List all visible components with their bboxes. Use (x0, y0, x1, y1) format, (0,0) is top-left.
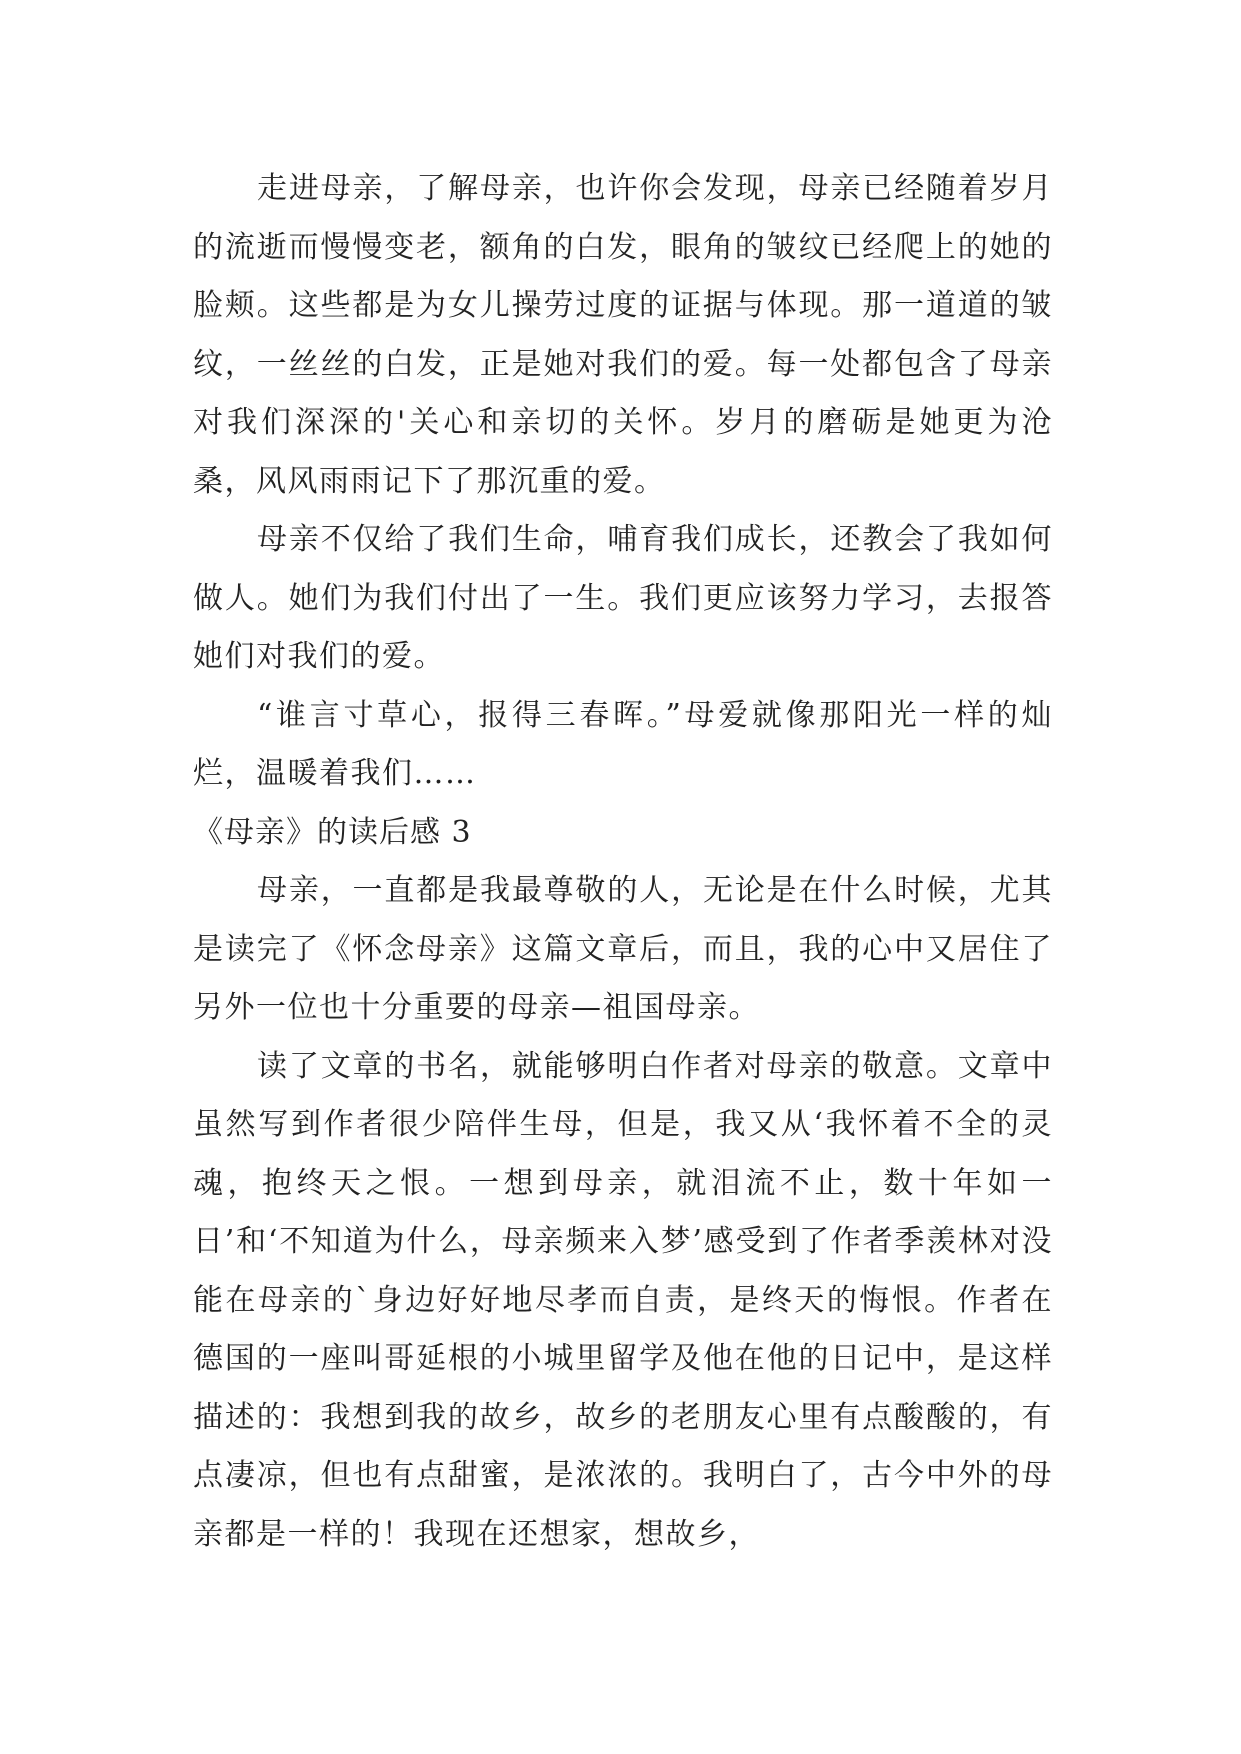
paragraph-respect: 母亲，一直都是我最尊敬的人，无论是在什么时候，尤其是读完了《怀念母亲》这篇文章后，而且，我的心中又居住了另外一位也十分重要的母亲—祖国母亲。 (193, 873, 1053, 1025)
paragraph-wrinkles: 走进母亲，了解母亲，也许你会发现，母亲已经随着岁月的流逝而慢慢变老，额角的白发，眼角的皱纹已经爬上的她的脸颊。这些都是为女儿操劳过度的证据与体现。那一道道的皱纹，一丝丝的白发，正是她对我们的爱。每一处都包含了母亲对我们深深的'关心和亲切的关怀。岁月的磨砺是她更为沧桑，风风雨雨记下了那沉重的爱。 (193, 171, 1053, 499)
paragraph-poem-quote: “谁言寸草心，报得三春晖。”母爱就像那阳光一样的灿烂，温暖着我们…… (193, 697, 1053, 791)
paragraph-reading-reflection: 读了文章的书名，就能够明白作者对母亲的敬意。文章中虽然写到作者很少陪伴生母，但是，我又从‘我怀着不全的灵魂，抱终天之恨。一想到母亲，就泪流不止，数十年如一日’和‘不知道为什么，母亲频来入梦’感受到了作者季羡林对没能在母亲的`身边好好地尽孝而自责，是终天的悔恨。作者在德国的一座叫哥延根的小城里留学及他在他的日记中，是这样描述的：我想到我的故乡，故乡的老朋友心里有点酸酸的，有点凄凉，但也有点甜蜜，是浓浓的。我明白了，古今中外的母亲都是一样的！我现在还想家，想故乡， (193, 1048, 1053, 1552)
document-body (193, 160, 1053, 1564)
paragraph-upbringing: 母亲不仅给了我们生命，哺育我们成长，还教会了我如何做人。她们为我们付出了一生。我们更应该努力学习，去报答她们对我们的爱。 (193, 522, 1053, 674)
section-heading: 《母亲》的读后感 3 (193, 814, 472, 850)
